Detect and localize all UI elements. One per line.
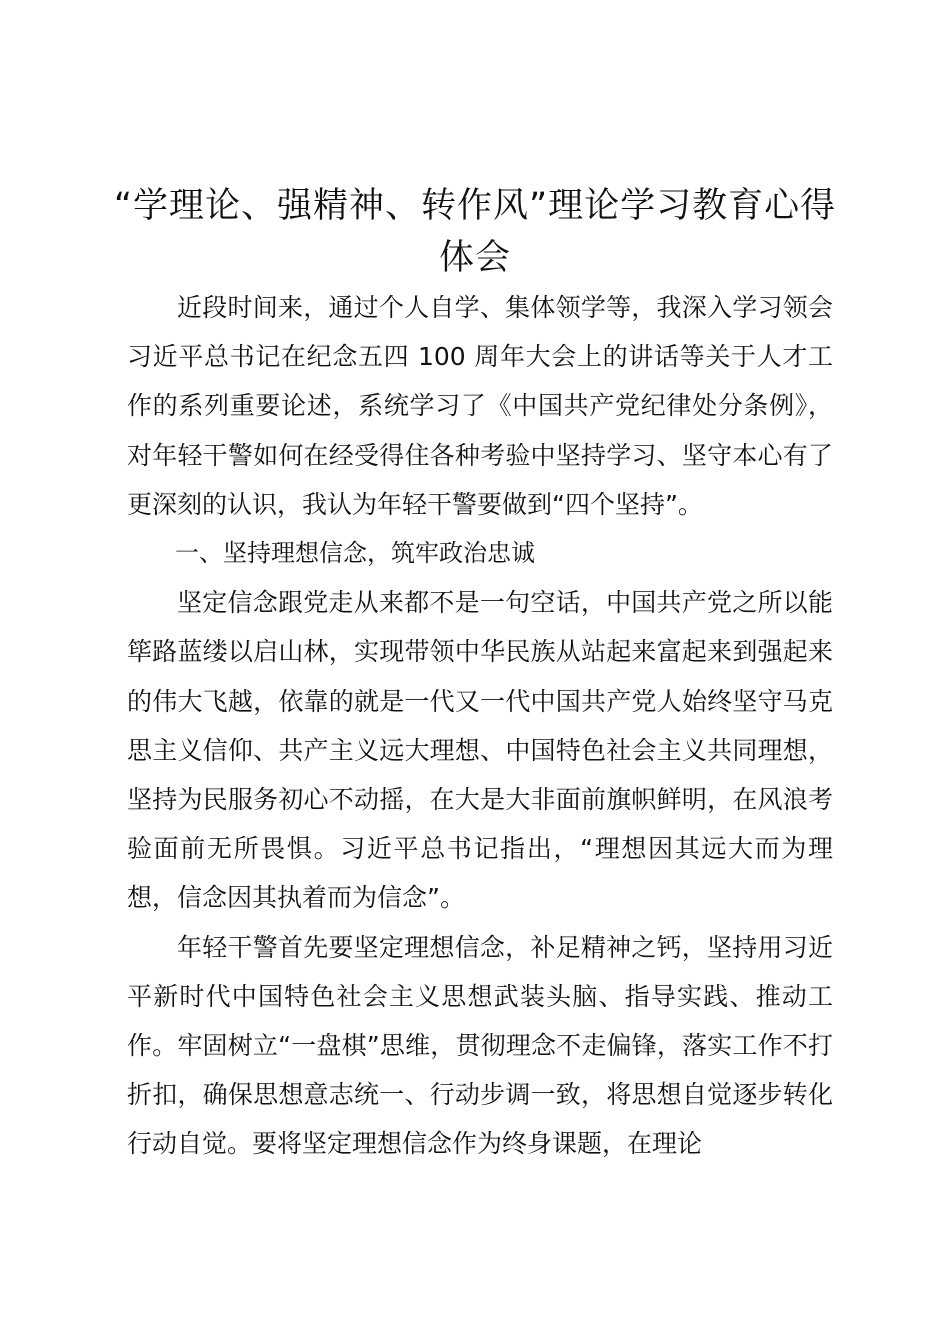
document-body	[127, 283, 833, 1169]
body-paragraph: 坚定信念跟党走从来都不是一句空话，中国共产党之所以能筚路蓝缕以启山林，实现带领中华民族从站起来富起来到强起来的伟大飞越，依靠的就是一代又一代中国共产党人始终坚守马克思主义信仰、共产主义远大理想、中国特色社会主义共同理想，坚持为民服务初心不动摇，在大是大非面前旗帜鲜明，在风浪考验面前无所畏惧。习近平总书记指出，“理想因其远大而为理想，信念因其执着而为信念”。	[127, 588, 833, 913]
document-title: “学理论、强精神、转作风”理论学习教育心得体会	[113, 186, 837, 278]
section-heading-1: 一、坚持理想信念，筑牢政治忠诚	[175, 539, 535, 568]
intro-paragraph: 近段时间来，通过个人自学、集体领学等，我深入学习领会习近平总书记在纪念五四 100 周年大会上的讲话等关于人才工作的系列重要论述，系统学习了《中国共产党纪律处分条例》，对年轻干警如何在经受得住各种考验中坚持学习、坚守本心有了更深刻的认识，我认为年轻干警要做到“四个坚持”。	[127, 293, 833, 519]
body-paragraph: 年轻干警首先要坚定理想信念，补足精神之钙，坚持用习近平新时代中国特色社会主义思想武装头脑、指导实践、推动工作。牢固树立“一盘棋”思维，贯彻理念不走偏锋，落实工作不打折扣，确保思想意志统一、行动步调一致，将思想自觉逐步转化行动自觉。要将坚定理想信念作为终身课题，在理论	[127, 932, 833, 1159]
